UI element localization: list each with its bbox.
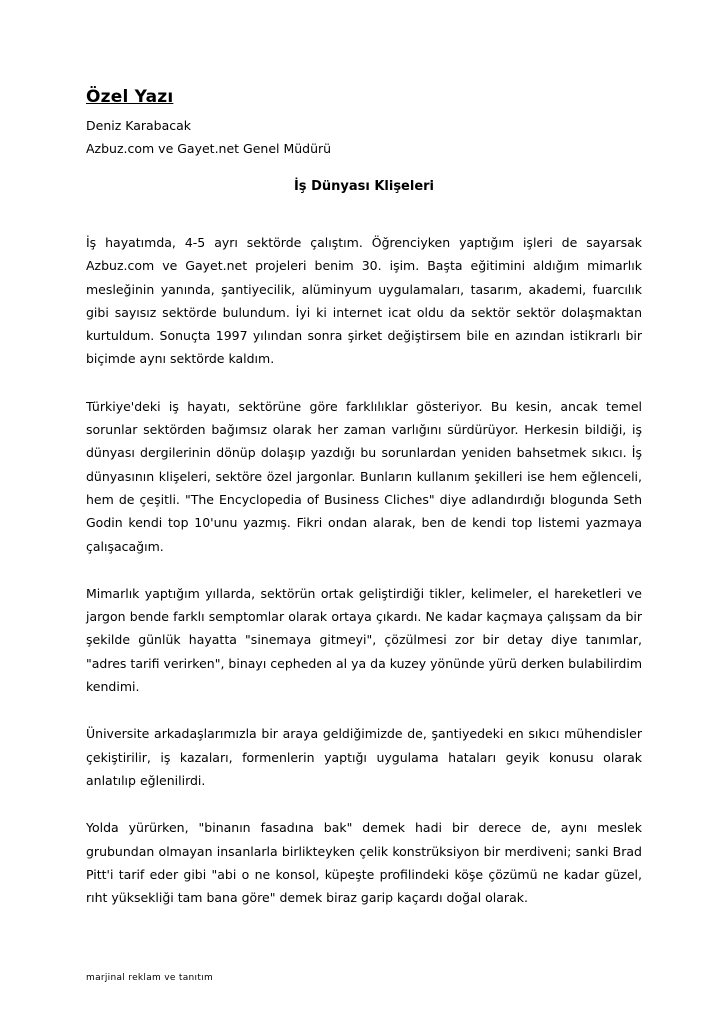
document-page — [86, 0, 642, 1030]
paragraph: Türkiye'deki iş hayatı, sektörüne göre farklılıklar gösteriyor. Bu kesin, ancak temel sorunlar sektörden bağımsız olarak her zaman varlığını sürdürüyor. Herkesin bildiği, iş dünyası dergilerinin dönüp dolaşıp yazdığı bu sorunlardan yeniden bahsetmek sıkıcı. İş dünyasının klişeleri, sektöre özel jargonlar. Bunların kullanım şekilleri ise hem eğlenceli, hem de çeşitli. "The Encyclopedia of Business Cliches" diye adlandırdığı blogunda Seth Godin kendi top 10'unu yazmış. Fikri ondan alarak, ben de kendi top listemi yazmaya çalışacağım. — [86, 398, 642, 554]
paragraph: Mimarlık yaptığım yıllarda, sektörün ortak geliştirdiği tikler, kelimeler, el hareketleri ve jargon bende farklı semptomlar olarak ortaya çıkardı. Ne kadar kaçmaya çalışsam da bir şekilde günlük hayatta "sinemaya gitmeyi", çözülmesi zor bir detay diye tanımlar, "adres tarifi verirken", binayı cepheden al ya da kuzey yönünde yürü derken bulabilirdim kendimi. — [86, 585, 642, 695]
paragraph: Yolda yürürken, "binanın fasadına bak" demek hadi bir derece de, aynı meslek grubundan olmayan insanlarla birlikteyken çelik konstrüksiyon bir merdiveni; sanki Brad Pitt'i tarif eder gibi "abi o ne konsol, küpeşte profilindeki köşe çözümü ne kadar güzel, rıht yüksekliği tam bana göre" demek biraz garip kaçardı doğal olarak. — [86, 820, 642, 906]
author-name: Deniz Karabacak — [86, 118, 192, 133]
author-role: Azbuz.com ve Gayet.net Genel Müdürü — [86, 141, 332, 156]
column-title: Özel Yazı — [86, 87, 174, 107]
paragraph: İş hayatımda, 4-5 ayrı sektörde çalıştım. Öğrenciyken yaptığım işleri de sayarsak Azbuz.com ve Gayet.net projeleri benim 30. işim. Başta eğitimini aldığım mimarlık mesleğinin yanında, şantiyecilik, alüminyum uygulamaları, tasarım, akademi, fuarcılık gibi sayısız sektörde bulundum. İyi ki internet icat oldu da sektör sektör dolaşmaktan kurtuldum. Sonuçta 1997 yılından sonra şirket değiştirsem bile en azından istikrarlı bir biçimde aynı sektörde kaldım. — [86, 235, 642, 367]
paragraph: Üniversite arkadaşlarımızla bir araya geldiğimizde de, şantiyedeki en sıkıcı mühendisler çekiştirilir, iş kazaları, formenlerin yaptığı uygulama hataları geyik konusu olarak anlatılıp eğlenilirdi. — [86, 726, 642, 788]
article-title: İş Dünyası Klişeleri — [293, 179, 435, 194]
page-footer: marjinal reklam ve tanıtım — [86, 973, 214, 983]
article-body — [86, 231, 642, 933]
